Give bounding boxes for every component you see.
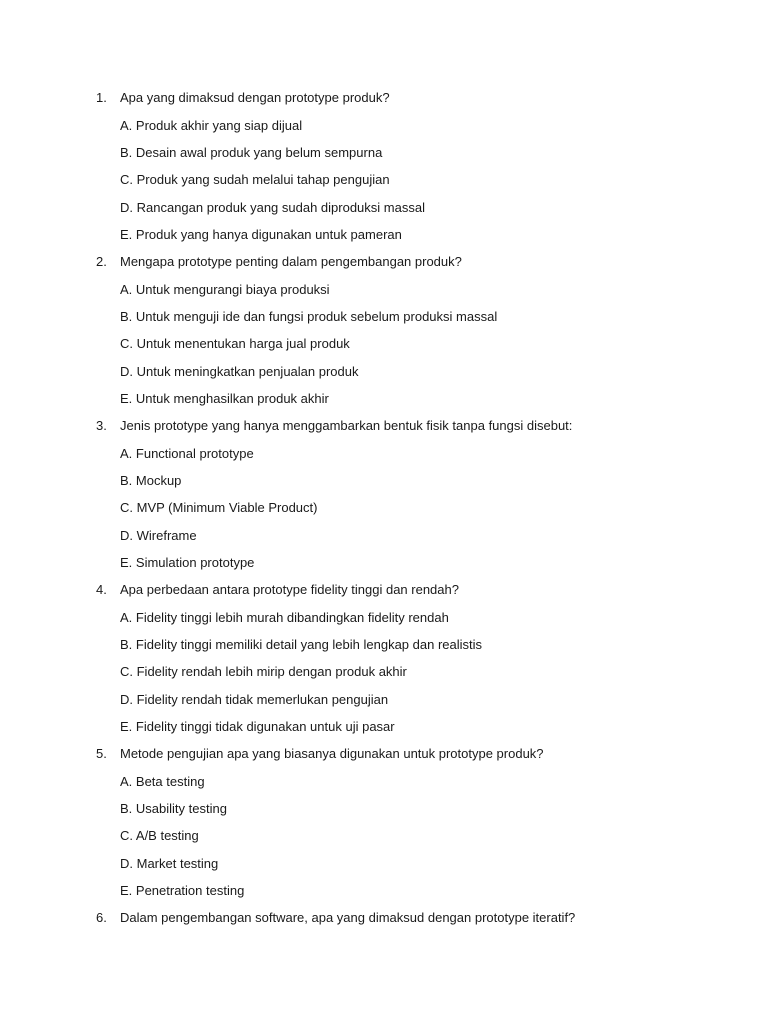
answer-option: E. Simulation prototype <box>120 555 255 571</box>
question-text: Jenis prototype yang hanya menggambarkan bentuk fisik tanpa fungsi disebut: <box>120 418 573 434</box>
answer-option: C. A/B testing <box>120 828 199 844</box>
answer-option: A. Fidelity tinggi lebih murah dibandingkan fidelity rendah <box>120 609 449 625</box>
question-number: 2. <box>96 254 107 270</box>
question-3 <box>96 412 716 576</box>
answer-option: A. Functional prototype <box>120 445 254 461</box>
question-number: 4. <box>96 582 107 598</box>
question-number: 5. <box>96 746 107 762</box>
answer-option: B. Fidelity tinggi memiliki detail yang lebih lengkap dan realistis <box>120 637 483 653</box>
question-line <box>96 576 716 603</box>
answer-option: B. Desain awal produk yang belum sempurna <box>120 144 383 160</box>
answer-option: C. Untuk menentukan harga jual produk <box>120 336 350 352</box>
question-number: 6. <box>96 910 107 926</box>
question-text: Dalam pengembangan software, apa yang dimaksud dengan prototype iteratif? <box>120 910 576 926</box>
question-line <box>96 904 716 931</box>
answer-option: E. Fidelity tinggi tidak digunakan untuk uji pasar <box>120 719 395 735</box>
question-4 <box>96 576 716 740</box>
answer-option: E. Produk yang hanya digunakan untuk pameran <box>120 226 402 242</box>
question-number: 1. <box>96 90 107 106</box>
answer-option: A. Produk akhir yang siap dijual <box>120 117 303 133</box>
answer-option: D. Untuk meningkatkan penjualan produk <box>120 363 359 379</box>
answer-option: B. Untuk menguji ide dan fungsi produk sebelum produksi massal <box>120 308 498 324</box>
question-text: Apa yang dimaksud dengan prototype produk? <box>120 90 390 106</box>
question-text: Mengapa prototype penting dalam pengembangan produk? <box>120 254 462 270</box>
answer-option: C. Produk yang sudah melalui tahap pengujian <box>120 172 390 188</box>
answer-option: C. Fidelity rendah lebih mirip dengan produk akhir <box>120 664 407 680</box>
question-5 <box>96 740 716 904</box>
question-line <box>96 84 716 111</box>
answer-option: A. Beta testing <box>120 773 205 789</box>
answer-option: C. MVP (Minimum Viable Product) <box>120 500 318 516</box>
question-text: Metode pengujian apa yang biasanya digunakan untuk prototype produk? <box>120 746 544 762</box>
answer-option: D. Fidelity rendah tidak memerlukan pengujian <box>120 691 389 707</box>
answer-option: B. Mockup <box>120 472 182 488</box>
answer-option: D. Rancangan produk yang sudah diproduksi massal <box>120 199 425 215</box>
question-line <box>96 412 716 439</box>
answer-option: D. Wireframe <box>120 527 197 543</box>
question-1 <box>96 84 716 248</box>
answer-option: E. Untuk menghasilkan produk akhir <box>120 390 329 406</box>
question-line <box>96 740 716 767</box>
question-number: 3. <box>96 418 107 434</box>
question-text: Apa perbedaan antara prototype fidelity tinggi dan rendah? <box>120 582 459 598</box>
question-2 <box>96 248 716 412</box>
answer-option: B. Usability testing <box>120 801 227 817</box>
quiz-list <box>96 84 716 932</box>
question-6 <box>96 904 716 931</box>
answer-option: D. Market testing <box>120 855 219 871</box>
question-line <box>96 248 716 275</box>
answer-option: E. Penetration testing <box>120 883 245 899</box>
answer-option: A. Untuk mengurangi biaya produksi <box>120 281 330 297</box>
